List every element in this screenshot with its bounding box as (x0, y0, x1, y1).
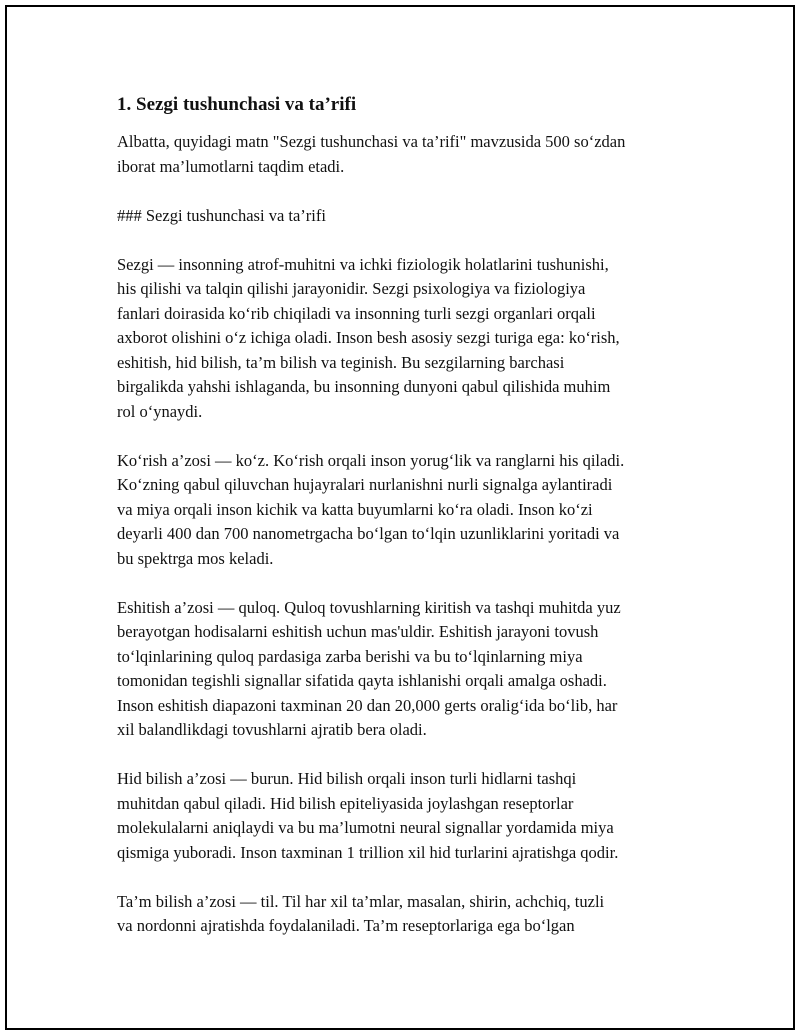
hearing-paragraph: Eshitish a’zosi — quloq. Quloq tovushlarning kiritish va tashqi muhitda yuz berayotgan hodisalarni eshitish uchun mas'uldir. Eshitish jarayoni tovush to‘lqinlarining quloq pardasiga zarba berishi va bu to‘lqinlarning miya tomonidan tegishli signallar sifatida qayta ishlanishi orqali amalga oshadi. Inson eshitish diapazoni taxminan 20 dan 20,000 gerts oralig‘ida bo‘lib, har xil balandlikdagi tovushlarni ajratib bera oladi. (117, 597, 621, 739)
taste-paragraph: Ta’m bilish a’zosi — til. Til har xil ta’mlar, masalan, shirin, achchiq, tuzli va nordonni ajratishda foydalaniladi. Ta’m reseptorlariga ega bo‘lgan (117, 891, 605, 935)
document-content (117, 92, 697, 963)
subheading-paragraph: ### Sezgi tushunchasi va ta’rifi (117, 205, 326, 225)
intro-paragraph: Albatta, quyidagi matn "Sezgi tushunchasi va ta’rifi" mavzusida 500 so‘zdan iborat ma’lumotlarni taqdim etadi. (117, 132, 626, 176)
section-heading: 1. Sezgi tushunchasi va ta’rifi (117, 94, 357, 115)
sight-paragraph: Ko‘rish a’zosi — ko‘z. Ko‘rish orqali inson yorug‘lik va ranglarni his qiladi. Ko‘zning qabul qiluvchan hujayralari nurlanishni nurli signalga aylantiradi va miya orqali inson kichik va katta buyumlarni ko‘ra oladi. Inson ko‘zi deyarli 400 dan 700 nanometrgacha bo‘lgan to‘lqin uzunliklarini yoritadi va bu spektrga mos keladi. (117, 450, 625, 568)
definition-paragraph: Sezgi — insonning atrof-muhitni va ichki fiziologik holatlarini tushunishi, his qilishi va talqin qilishi jarayonidir. Sezgi psixologiya va fiziologiya fanlari doirasida ko‘rib chiqiladi va insonning turli sezgi organlari orqali axborot olishini o‘z ichiga oladi. Inson besh asosiy sezgi turiga ega: ko‘rish, eshitish, hid bilish, ta’m bilish va teginish. Bu sezgilarning barchasi birgalikda yahshi ishlaganda, bu insonning dunyoni qabul qilishida muhim rol o‘ynaydi. (117, 254, 620, 421)
smell-paragraph: Hid bilish a’zosi — burun. Hid bilish orqali inson turli hidlarni tashqi muhitdan qabul qiladi. Hid bilish epiteliyasida joylashgan reseptorlar molekulalarni aniqlaydi va bu ma’lumotni neural signallar yordamida miya qismiga yuboradi. Inson taxminan 1 trillion xil hid turlarini ajratishga qodir. (117, 769, 619, 862)
